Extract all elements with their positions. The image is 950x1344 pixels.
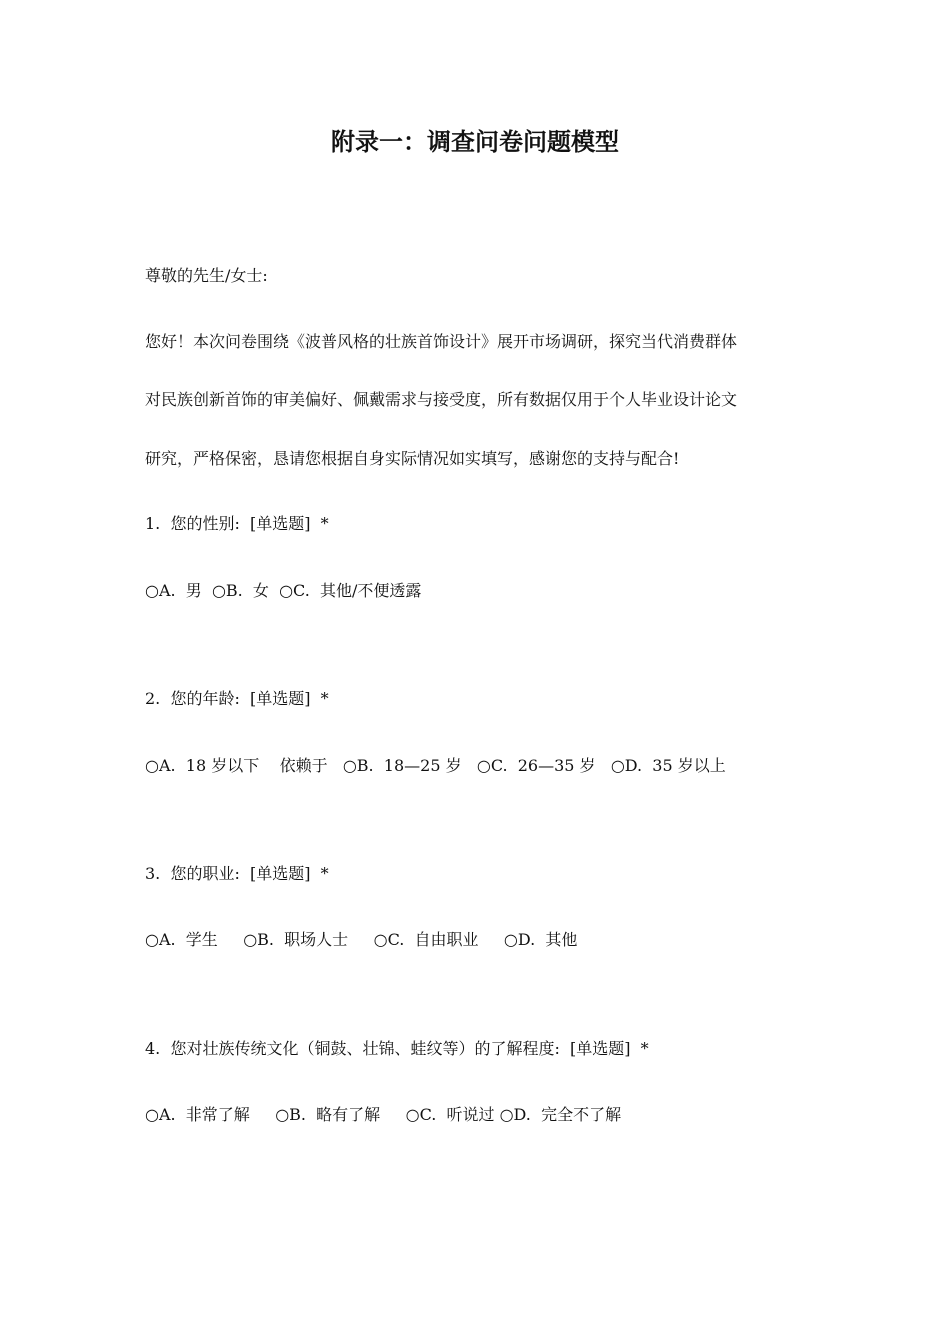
question-3-options[interactable]: ○A. 学生 ○B. 职场人士 ○C. 自由职业 ○D. 其他 [145, 930, 578, 949]
question-3-prompt: 3. 您的职业: [单选题] * [145, 864, 329, 883]
salutation: 尊敬的先生/女士: [145, 266, 268, 285]
question-2-prompt: 2. 您的年龄: [单选题] * [145, 689, 329, 708]
question-4-options[interactable]: ○A. 非常了解 ○B. 略有了解 ○C. 听说过 ○D. 完全不了解 [145, 1105, 622, 1124]
question-2-options[interactable]: ○A. 18 岁以下 依赖于 ○B. 18—25 岁 ○C. 26—35 岁 ○D. 35 岁以上 [145, 756, 726, 775]
question-1-options[interactable]: ○A. 男 ○B. 女 ○C. 其他/不便透露 [145, 581, 422, 600]
question-4-prompt: 4. 您对壮族传统文化（铜鼓、壮锦、蛙纹等）的了解程度: [单选题] * [145, 1039, 649, 1058]
question-1-prompt: 1. 您的性别: [单选题] * [145, 514, 329, 533]
intro-line-1: 您好！本次问卷围绕《波普风格的壮族首饰设计》展开市场调研，探究当代消费群体 [145, 332, 738, 351]
intro-line-2: 对民族创新首饰的审美偏好、佩戴需求与接受度，所有数据仅用于个人毕业设计论文 [145, 390, 738, 409]
page-title: 附录一：调查问卷问题模型 [331, 128, 619, 156]
intro-line-3: 研究，严格保密，恳请您根据自身实际情况如实填写，感谢您的支持与配合! [145, 449, 680, 468]
